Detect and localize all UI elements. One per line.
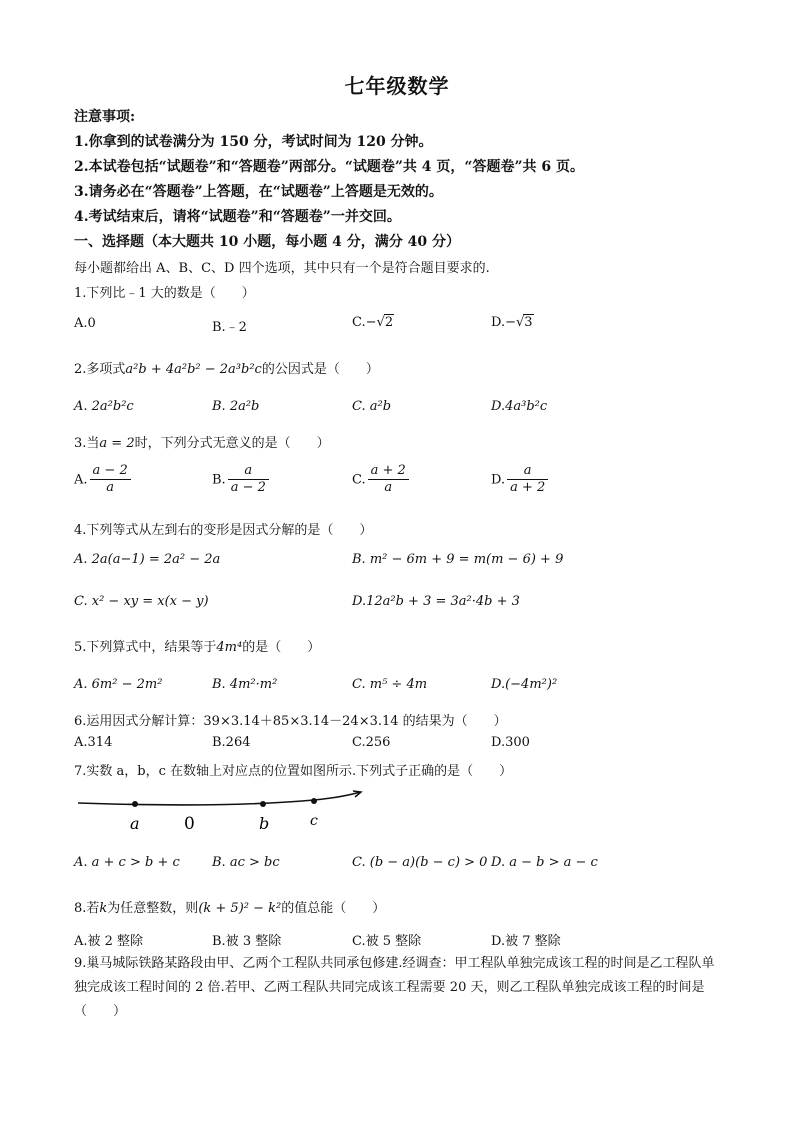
q3-option-a [74, 464, 131, 496]
q3-stem-expression: a = 2 [99, 436, 135, 451]
note-item-2: 2.本试卷包括“试题卷”和“答题卷”两部分。“试题卷”共 4 页，“答题卷”共 6 页。 [74, 159, 585, 175]
q5-option-b: B. 4m²·m² [212, 677, 278, 692]
q3-option-b-label: B. [212, 472, 226, 488]
q4-option-b: B. m² − 6m + 9 = m(m − 6) + 9 [352, 552, 564, 567]
fraction-numerator: a [507, 464, 548, 480]
q8-option-b: B.被 3 整除 [212, 934, 282, 949]
point-c [311, 798, 317, 804]
q4-option-d: D.12a²b + 3 = 3a²·4b + 3 [352, 594, 520, 609]
q1-option-c-prefix: C.− [352, 315, 377, 330]
q2-option-b: B. 2a²b [212, 399, 260, 414]
question-1-stem: 1.下列比﹣1 大的数是（ ） [74, 286, 255, 301]
fraction-denominator: a [106, 480, 114, 496]
q7-option-a: A. a + c > b + c [74, 855, 180, 870]
q7-option-b: B. ac > bc [212, 855, 280, 870]
q6-option-d: D.300 [491, 735, 530, 750]
fraction-denominator: a + 2 [510, 480, 546, 496]
fraction-numerator: a + 2 [368, 464, 409, 480]
q2-option-d: D.4a³b²c [491, 399, 548, 414]
question-9-text: 9.巢马城际铁路某路段由甲、乙两个工程队共同承包修建.经调查：甲工程队单独完成该工程的时间是乙工程队单独完成该工程时间的 2 倍.若甲、乙两工程队共同完成该工程需要 20 天，则乙工程队单独完成该工程的时间是（ ） [74, 956, 715, 1019]
q6-option-c: C.256 [352, 735, 391, 750]
question-5-stem [74, 636, 320, 655]
fraction-numerator: a − 2 [90, 464, 131, 480]
q1-option-d-radicand: 3 [524, 315, 533, 330]
q4-option-a: A. 2a(a−1) = 2a² − 2a [74, 552, 221, 567]
q3-stem-prefix: 3.当 [74, 436, 100, 451]
q5-stem-suffix: 的是（ ） [242, 640, 321, 655]
q1-option-c-radicand: 2 [384, 315, 394, 330]
q8-stem-variable: k [99, 901, 108, 916]
axis-label-c: c [310, 813, 318, 829]
q8-stem-prefix: 8.若 [74, 901, 100, 916]
q1-option-b: B.﹣2 [212, 320, 247, 335]
fraction-denominator: a [384, 480, 393, 496]
q8-option-d: D.被 7 整除 [491, 934, 561, 949]
q2-stem-expression: a²b + 4a²b² − 2a³b²c [125, 362, 262, 377]
q1-option-a: A.0 [74, 316, 96, 331]
axis-label-b: b [259, 814, 270, 833]
question-2-stem [74, 358, 379, 377]
q3-option-c-fraction [368, 464, 409, 496]
q7-option-d: D. a − b > a − c [491, 855, 598, 870]
q5-option-d: D.(−4m²)² [491, 677, 558, 692]
question-3-stem [74, 432, 330, 451]
q3-option-a-fraction [90, 464, 131, 496]
q8-stem-suffix: 的值总能（ ） [281, 901, 386, 916]
q8-stem-middle: 为任意整数，则 [107, 901, 199, 916]
q3-option-a-label: A. [74, 472, 88, 488]
axis-label-zero: 0 [184, 814, 195, 834]
q3-option-c [352, 464, 409, 496]
q2-stem-prefix: 2.多项式 [74, 362, 126, 377]
section-instruction: 每小题都给出 A、B、C、D 四个选项，其中只有一个是符合题目要求的. [74, 261, 490, 276]
q3-option-c-label: C. [352, 472, 366, 488]
q5-option-a: A. 6m² − 2m² [74, 677, 163, 692]
q3-option-d [491, 464, 548, 496]
q5-option-c: C. m⁵ ÷ 4m [352, 677, 428, 692]
question-4-stem: 4.下列等式从左到右的变形是因式分解的是（ ） [74, 523, 373, 538]
q1-option-c [352, 314, 394, 330]
q5-stem-prefix: 5.下列算式中，结果等于 [74, 640, 217, 655]
q1-option-d-prefix: D.− [491, 315, 516, 330]
notes-header: 注意事项: [74, 109, 136, 125]
q3-stem-suffix: 时，下列分式无意义的是（ ） [134, 436, 330, 451]
note-item-4: 4.考试结束后，请将“试题卷”和“答题卷”一并交回。 [74, 209, 401, 225]
q1-option-d [491, 314, 534, 330]
point-a [132, 801, 138, 807]
q7-option-c: C. (b − a)(b − c) > 0 [352, 855, 488, 870]
question-7-stem: 7.实数 a，b，c 在数轴上对应点的位置如图所示.下列式子正确的是（ ） [74, 764, 513, 779]
q3-option-b [212, 464, 269, 496]
point-b [260, 801, 266, 807]
note-item-3: 3.请务必在“答题卷”上答题，在“试题卷”上答题是无效的。 [74, 184, 443, 200]
number-line-axis [78, 792, 360, 805]
note-item-1: 1.你拿到的试卷满分为 150 分，考试时间为 120 分钟。 [74, 134, 433, 150]
q2-option-c: C. a²b [352, 399, 392, 414]
q5-stem-expression: 4m⁴ [216, 640, 243, 655]
question-6-stem: 6.运用因式分解计算：39×3.14＋85×3.14－24×3.14 的结果为（ ） [74, 714, 507, 729]
q8-option-a: A.被 2 整除 [74, 934, 144, 949]
q6-option-a: A.314 [74, 735, 113, 750]
fraction-denominator: a − 2 [230, 480, 266, 496]
q2-stem-suffix: 的公因式是（ ） [261, 362, 379, 377]
page-title: 七年级数学 [344, 74, 450, 98]
sqrt-symbol-icon: √ [376, 315, 385, 330]
fraction-numerator: a [228, 464, 269, 480]
q8-option-c: C.被 5 整除 [352, 934, 422, 949]
q4-option-c: C. x² − xy = x(x − y) [74, 594, 209, 609]
question-8-stem [74, 897, 385, 916]
q8-stem-expression: (k + 5)² − k² [198, 901, 282, 916]
axis-label-a: a [130, 814, 140, 833]
q6-option-b: B.264 [212, 735, 251, 750]
q3-option-d-fraction [507, 464, 548, 496]
q3-option-d-label: D. [491, 472, 506, 488]
number-line-figure [74, 788, 374, 838]
sqrt-symbol-icon: √ [515, 315, 525, 330]
section-heading: 一、选择题（本大题共 10 小题，每小题 4 分，满分 40 分） [74, 234, 460, 250]
q2-option-a: A. 2a²b²c [74, 399, 134, 414]
q3-option-b-fraction [228, 464, 269, 496]
